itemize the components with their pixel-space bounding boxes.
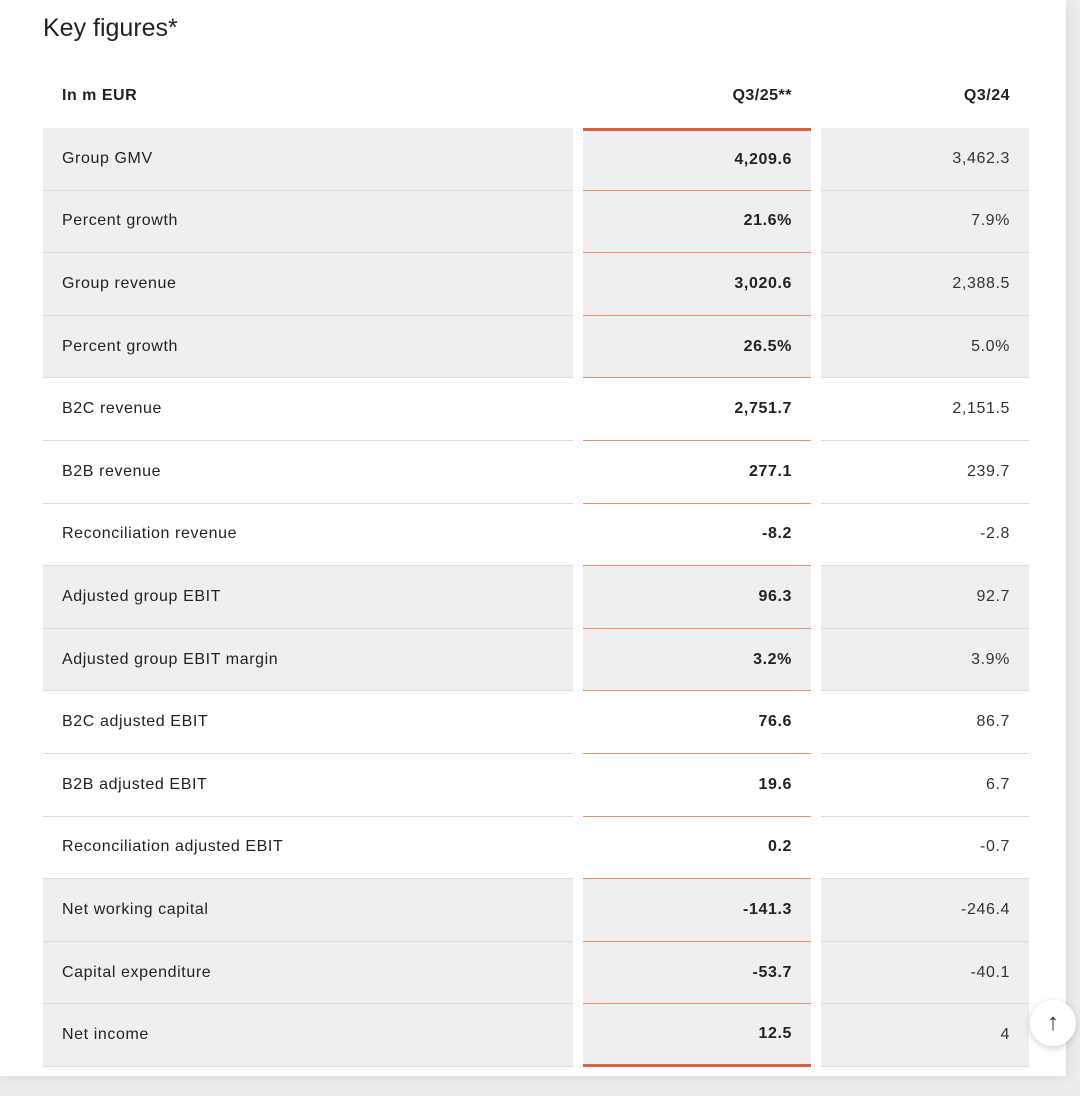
table-row [43,879,1029,942]
value-q325: 3.2% [583,629,811,692]
row-label: Group GMV [43,128,573,191]
value-q325: 0.2 [583,817,811,880]
row-label: Percent growth [43,191,573,254]
table-row [43,691,1029,754]
value-q324: -40.1 [821,942,1029,1005]
arrow-up-icon: ↑ [1047,1009,1059,1036]
table-row [43,566,1029,629]
value-q325: 3,020.6 [583,253,811,316]
value-q324: 5.0% [821,316,1029,379]
table-row [43,504,1029,567]
value-q325: 277.1 [583,441,811,504]
value-q324: 86.7 [821,691,1029,754]
table-row [43,253,1029,316]
value-q325: 2,751.7 [583,378,811,441]
row-label: B2B revenue [43,441,573,504]
value-q324: 3,462.3 [821,128,1029,191]
table-row [43,629,1029,692]
value-q324: 7.9% [821,191,1029,254]
row-label: Group revenue [43,253,573,316]
value-q325: -141.3 [583,879,811,942]
row-label: Net working capital [43,879,573,942]
table-row [43,817,1029,880]
value-q324: 3.9% [821,629,1029,692]
value-q325: 21.6% [583,191,811,254]
scroll-to-top-button[interactable] [1030,1000,1076,1046]
value-q324: -0.7 [821,817,1029,880]
table-row [43,191,1029,254]
value-q325: 26.5% [583,316,811,379]
table-row [43,1004,1029,1067]
column-header-unit: In m EUR [62,87,138,104]
value-q324: 239.7 [821,441,1029,504]
table-row [43,942,1029,1005]
value-q324: -2.8 [821,504,1029,567]
row-label: Reconciliation adjusted EBIT [43,817,573,880]
row-label: Reconciliation revenue [43,504,573,567]
table-row [43,754,1029,817]
row-label: Adjusted group EBIT [43,566,573,629]
row-label: Percent growth [43,316,573,379]
row-label: B2B adjusted EBIT [43,754,573,817]
row-label: B2C adjusted EBIT [43,691,573,754]
value-q325: -53.7 [583,942,811,1005]
row-label: Adjusted group EBIT margin [43,629,573,692]
value-q324: 4 [821,1004,1029,1067]
value-q325: -8.2 [583,504,811,567]
row-label: B2C revenue [43,378,573,441]
column-header-q325: Q3/25** [732,87,792,104]
row-label: Capital expenditure [43,942,573,1005]
table-row [43,441,1029,504]
value-q325: 4,209.6 [583,128,811,191]
value-q324: 2,388.5 [821,253,1029,316]
value-q324: 2,151.5 [821,378,1029,441]
row-label: Net income [43,1004,573,1067]
column-header-q324: Q3/24 [963,87,1010,104]
table-row [43,378,1029,441]
value-q325: 19.6 [583,754,811,817]
value-q325: 96.3 [583,566,811,629]
value-q324: -246.4 [821,879,1029,942]
value-q324: 6.7 [821,754,1029,817]
page-title: Key figures* [43,14,178,42]
value-q325: 76.6 [583,691,811,754]
value-q324: 92.7 [821,566,1029,629]
value-q325: 12.5 [583,1004,811,1067]
table-row [43,128,1029,191]
table-row [43,316,1029,379]
